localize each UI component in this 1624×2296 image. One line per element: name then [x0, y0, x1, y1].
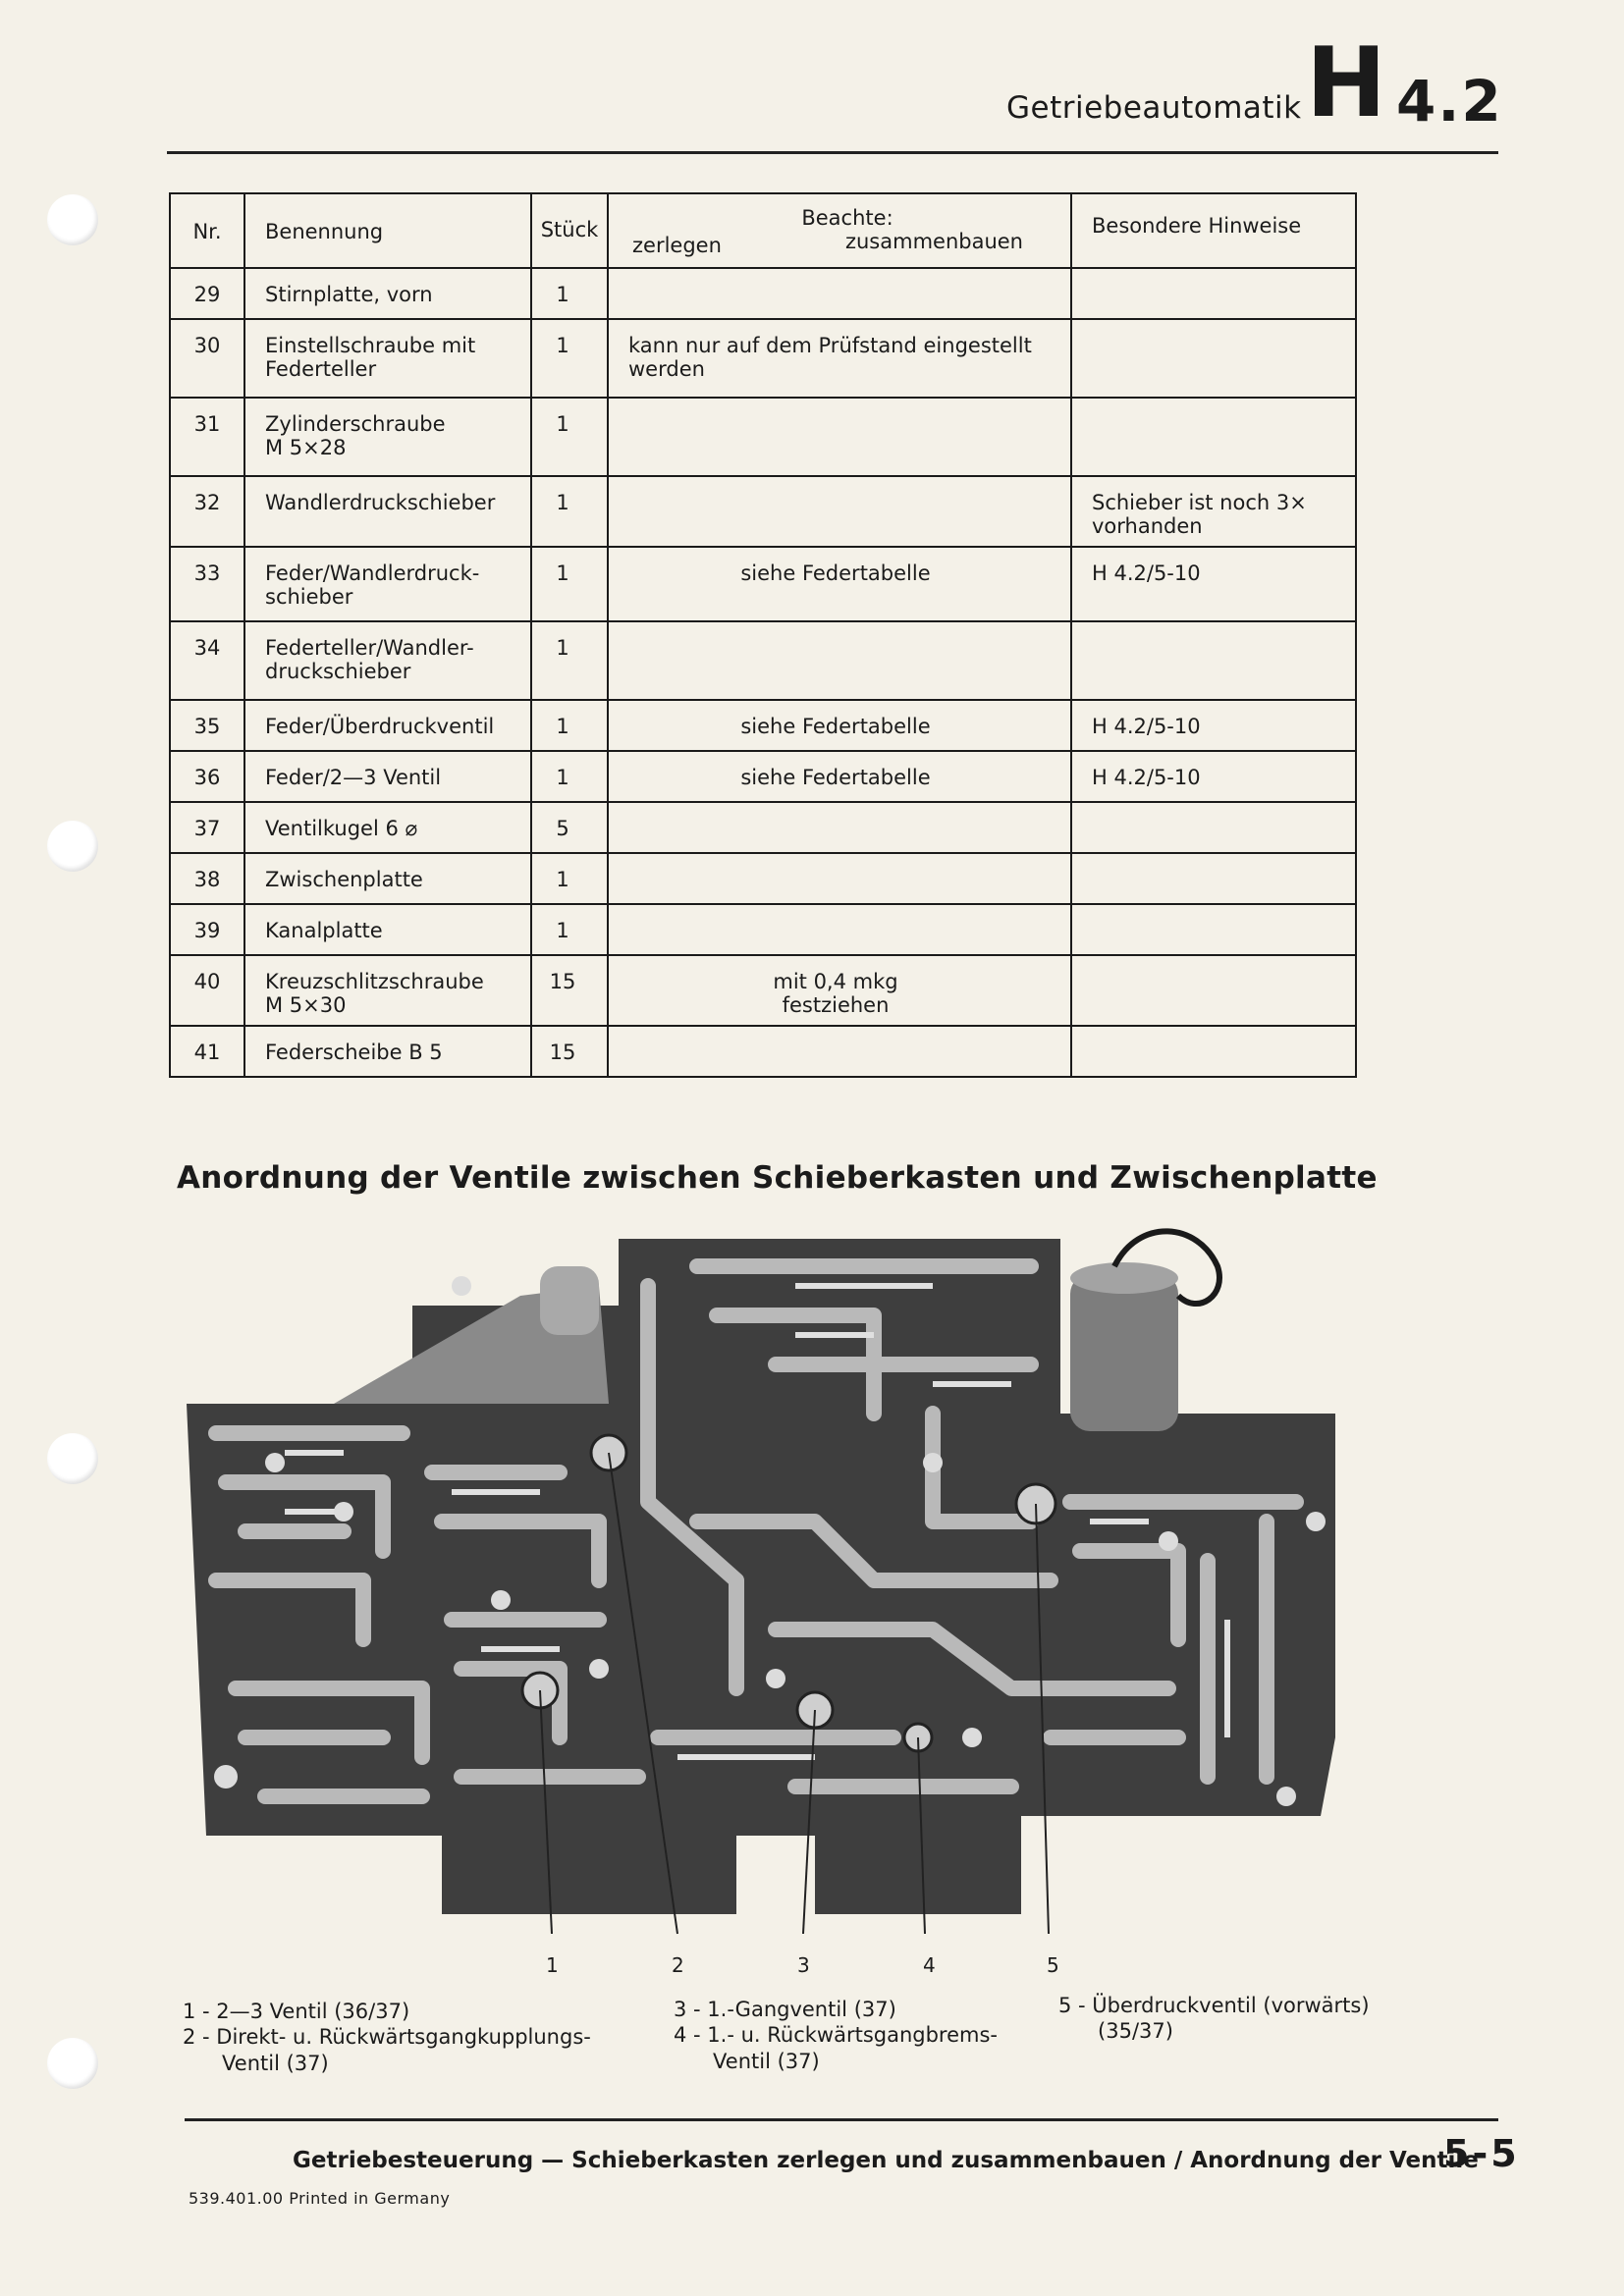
- header-notes: Besondere Hinweise: [1071, 193, 1356, 268]
- row-nr: 35: [170, 700, 244, 751]
- caption-left: 1 - 2—3 Ventil (36/37) 2 - Direkt- u. Rückwärtsgangkupplungs- Ventil (37): [183, 2000, 591, 2075]
- header-qty: Stück: [531, 193, 608, 268]
- table-row: [170, 853, 1356, 904]
- callout-4: 4: [923, 1953, 936, 1977]
- row-beachte: [608, 853, 1071, 904]
- row-notes: [1071, 1026, 1356, 1077]
- row-nr: 33: [170, 547, 244, 621]
- row-beachte: [608, 904, 1071, 955]
- row-nr: 41: [170, 1026, 244, 1077]
- row-notes: [1071, 904, 1356, 955]
- row-beachte: [608, 1026, 1071, 1077]
- row-nr: 37: [170, 802, 244, 853]
- table-row: [170, 751, 1356, 802]
- row-nr: 32: [170, 476, 244, 547]
- caption-middle: 3 - 1.-Gangventil (37) 4 - 1.- u. Rückwärtsgangbrems- Ventil (37): [674, 1998, 998, 2073]
- callout-1: 1: [546, 1953, 559, 1977]
- row-qty: 15: [531, 1026, 608, 1077]
- row-qty: 1: [531, 853, 608, 904]
- row-notes: [1071, 319, 1356, 398]
- row-beachte: siehe Federtabelle: [608, 547, 1071, 621]
- row-notes: [1071, 955, 1356, 1026]
- table-row: [170, 955, 1356, 1026]
- row-notes: H 4.2/5-10: [1071, 751, 1356, 802]
- row-name: Feder/2—3 Ventil: [244, 751, 531, 802]
- header-name: Benennung: [244, 193, 531, 268]
- table-header-row: [170, 193, 1356, 268]
- row-name: Stirnplatte, vorn: [244, 268, 531, 319]
- row-name: Federteller/Wandler- druckschieber: [244, 621, 531, 700]
- row-beachte: siehe Federtabelle: [608, 751, 1071, 802]
- row-beachte: [608, 476, 1071, 547]
- row-nr: 29: [170, 268, 244, 319]
- row-notes: H 4.2/5-10: [1071, 700, 1356, 751]
- row-qty: 1: [531, 398, 608, 476]
- header-zusammenbauen: zusammenbauen: [844, 230, 1023, 254]
- table-row: [170, 319, 1356, 398]
- row-nr: 36: [170, 751, 244, 802]
- row-name: Kreuzschlitzschraube M 5×30: [244, 955, 531, 1026]
- valve-body-photo: [187, 1227, 1365, 1973]
- row-nr: 40: [170, 955, 244, 1026]
- row-name: Federscheibe B 5: [244, 1026, 531, 1077]
- row-notes: [1071, 621, 1356, 700]
- punch-hole: [47, 194, 98, 245]
- row-name: Feder/Wandlerdruck- schieber: [244, 547, 531, 621]
- row-beachte: kann nur auf dem Prüfstand eingestellt werden: [608, 319, 1071, 398]
- row-notes: [1071, 268, 1356, 319]
- row-nr: 39: [170, 904, 244, 955]
- callout-3: 3: [797, 1953, 810, 1977]
- row-notes: [1071, 853, 1356, 904]
- row-beachte: mit 0,4 mkg festziehen: [608, 955, 1071, 1026]
- row-name: Zylinderschraube M 5×28: [244, 398, 531, 476]
- row-nr: 38: [170, 853, 244, 904]
- section-title: Anordnung der Ventile zwischen Schieberkasten und Zwischenplatte: [177, 1160, 1378, 1196]
- footer-rule: [185, 2118, 1498, 2121]
- row-qty: 5: [531, 802, 608, 853]
- table-row: [170, 904, 1356, 955]
- caption-right: 5 - Überdruckventil (vorwärts) (35/37): [1058, 1994, 1370, 2044]
- row-nr: 30: [170, 319, 244, 398]
- table-row: [170, 547, 1356, 621]
- footer-title: Getriebesteuerung — Schieberkasten zerlegen und zusammenbauen / Anordnung der Ventile: [293, 2148, 1479, 2173]
- row-name: Wandlerdruckschieber: [244, 476, 531, 547]
- row-name: Zwischenplatte: [244, 853, 531, 904]
- row-qty: 1: [531, 751, 608, 802]
- header-zerlegen: zerlegen: [632, 234, 722, 258]
- parts-table: [169, 192, 1357, 1078]
- row-beachte: [608, 268, 1071, 319]
- row-notes: [1071, 398, 1356, 476]
- row-beachte: [608, 398, 1071, 476]
- row-qty: 1: [531, 476, 608, 547]
- row-qty: 1: [531, 904, 608, 955]
- table-row: [170, 476, 1356, 547]
- row-qty: 1: [531, 700, 608, 751]
- row-beachte: [608, 621, 1071, 700]
- row-name: Ventilkugel 6 ⌀: [244, 802, 531, 853]
- table-row: [170, 700, 1356, 751]
- row-qty: 15: [531, 955, 608, 1026]
- row-qty: 1: [531, 319, 608, 398]
- row-nr: 31: [170, 398, 244, 476]
- table-row: [170, 1026, 1356, 1077]
- punch-hole: [47, 2038, 98, 2089]
- row-name: Kanalplatte: [244, 904, 531, 955]
- row-qty: 1: [531, 268, 608, 319]
- table-row: [170, 621, 1356, 700]
- row-notes: [1071, 802, 1356, 853]
- row-beachte: siehe Federtabelle: [608, 700, 1071, 751]
- header-section-title: Getriebeautomatik: [1006, 90, 1302, 126]
- header-beachte-cell: [608, 193, 1071, 268]
- row-name: Einstellschraube mit Federteller: [244, 319, 531, 398]
- header-beachte: Beachte:: [801, 206, 893, 230]
- page-number: 5-5: [1443, 2132, 1520, 2175]
- row-qty: 1: [531, 547, 608, 621]
- row-qty: 1: [531, 621, 608, 700]
- row-beachte: [608, 802, 1071, 853]
- callout-2: 2: [672, 1953, 684, 1977]
- header-code-letter: H: [1306, 27, 1387, 139]
- row-notes: H 4.2/5-10: [1071, 547, 1356, 621]
- header-rule: [167, 151, 1498, 154]
- table-row: [170, 268, 1356, 319]
- table-row: [170, 398, 1356, 476]
- callout-5: 5: [1047, 1953, 1059, 1977]
- row-name: Feder/Überdruckventil: [244, 700, 531, 751]
- header-nr: Nr.: [170, 193, 244, 268]
- header-code-number: 4.2: [1396, 68, 1503, 134]
- print-info: 539.401.00 Printed in Germany: [189, 2189, 451, 2208]
- punch-hole: [47, 1433, 98, 1484]
- row-nr: 34: [170, 621, 244, 700]
- table-row: [170, 802, 1356, 853]
- punch-hole: [47, 821, 98, 872]
- row-notes: Schieber ist noch 3× vorhanden: [1071, 476, 1356, 547]
